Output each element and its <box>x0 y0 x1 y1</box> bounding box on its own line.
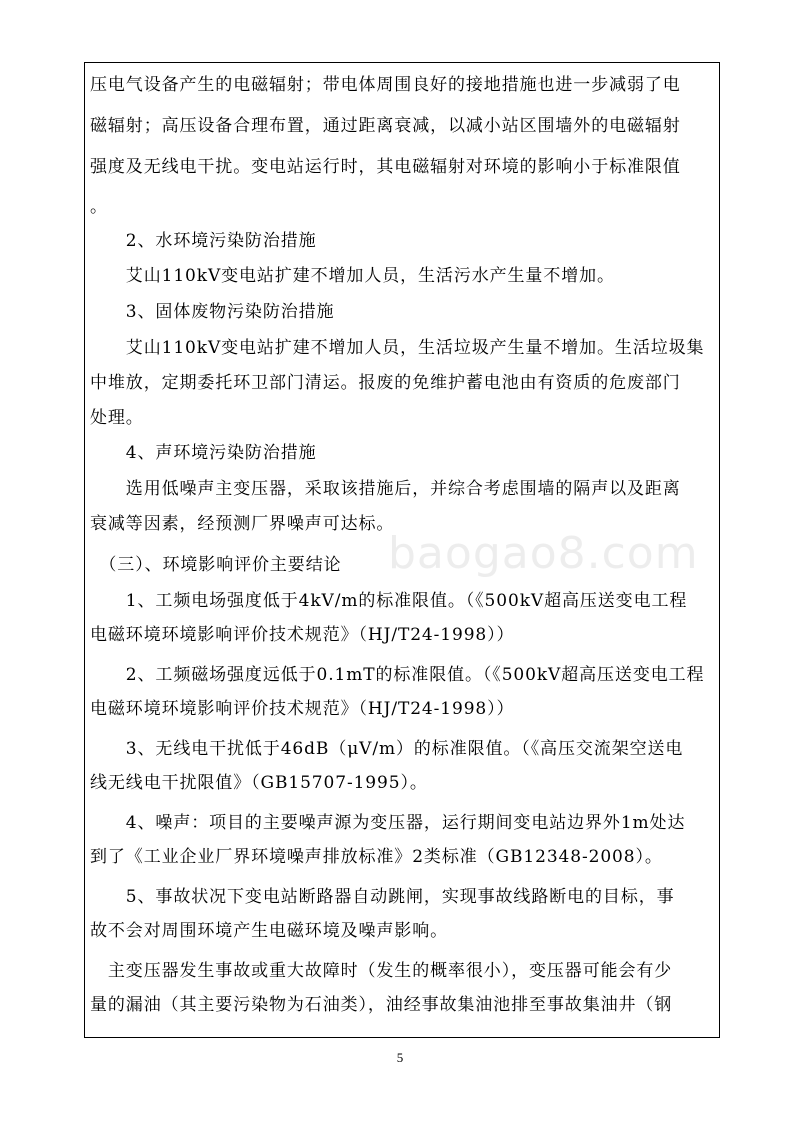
text-line: 4、声环境污染防治措施 <box>90 443 317 463</box>
text-line: 强度及无线电干扰。变电站运行时，其电磁辐射对环境的影响小于标准限值 <box>90 157 681 177</box>
text-line: 线无线电干扰限值》（GB15707-1995）。 <box>90 773 428 793</box>
text-line: 主变压器发生事故或重大故障时（发生的概率很小），变压器可能会有少 <box>90 961 673 981</box>
text-line: 衰减等因素，经预测厂界噪声可达标。 <box>90 514 395 534</box>
text-line: 3、无线电干扰低于46dB（μV/m）的标准限值。（《高压交流架空送电 <box>90 739 684 759</box>
text-line: 2、工频磁场强度远低于0.1mT的标准限值。（《500kV超高压送变电工程 <box>90 665 705 685</box>
text-line: 压电气设备产生的电磁辐射；带电体周围良好的接地措施也进一步减弱了电 <box>90 75 681 95</box>
watermark-text: baogao8.com <box>388 528 699 579</box>
text-line: 电磁环境环境影响评价技术规范》（HJ/T24-1998）） <box>90 625 515 645</box>
text-line: 量的漏油（其主要污染物为石油类），油经事故集油池排至事故集油井（钢 <box>90 995 673 1015</box>
text-line: 故不会对周围环境产生电磁环境及噪声影响。 <box>90 921 448 941</box>
text-line: 。 <box>90 197 108 217</box>
text-line: 艾山110kV变电站扩建不增加人员，生活污水产生量不增加。 <box>90 266 615 286</box>
text-line: 4、噪声：项目的主要噪声源为变压器，运行期间变电站边界外1m处达 <box>90 813 686 833</box>
text-line: 电磁环境环境影响评价技术规范》（HJ/T24-1998）） <box>90 699 515 719</box>
text-line: 2、水环境污染防治措施 <box>90 231 317 251</box>
text-line: 1、工频电场强度低于4kV/m的标准限值。（《500kV超高压送变电工程 <box>90 591 688 611</box>
text-line: 磁辐射；高压设备合理布置，通过距离衰减，以减小站区围墙外的电磁辐射 <box>90 116 681 136</box>
text-line: 5、事故状况下变电站断路器自动跳闸，实现事故线路断电的目标，事 <box>90 887 675 907</box>
page-number: 5 <box>396 1050 404 1065</box>
text-line: （三）、环境影响评价主要结论 <box>90 555 342 575</box>
text-line: 中堆放，定期委托环卫部门清运。报废的免维护蓄电池由有资质的危废部门 <box>90 373 681 393</box>
text-line: 3、固体废物污染防治措施 <box>90 302 335 322</box>
text-line: 艾山110kV变电站扩建不增加人员，生活垃圾产生量不增加。生活垃圾集 <box>90 338 705 358</box>
text-line: 到了《工业企业厂界环境噪声排放标准》2类标准（GB12348-2008）。 <box>90 847 663 867</box>
text-line: 处理。 <box>90 408 144 428</box>
text-line: 选用低噪声主变压器，采取该措施后，并综合考虑围墙的隔声以及距离 <box>90 479 681 499</box>
